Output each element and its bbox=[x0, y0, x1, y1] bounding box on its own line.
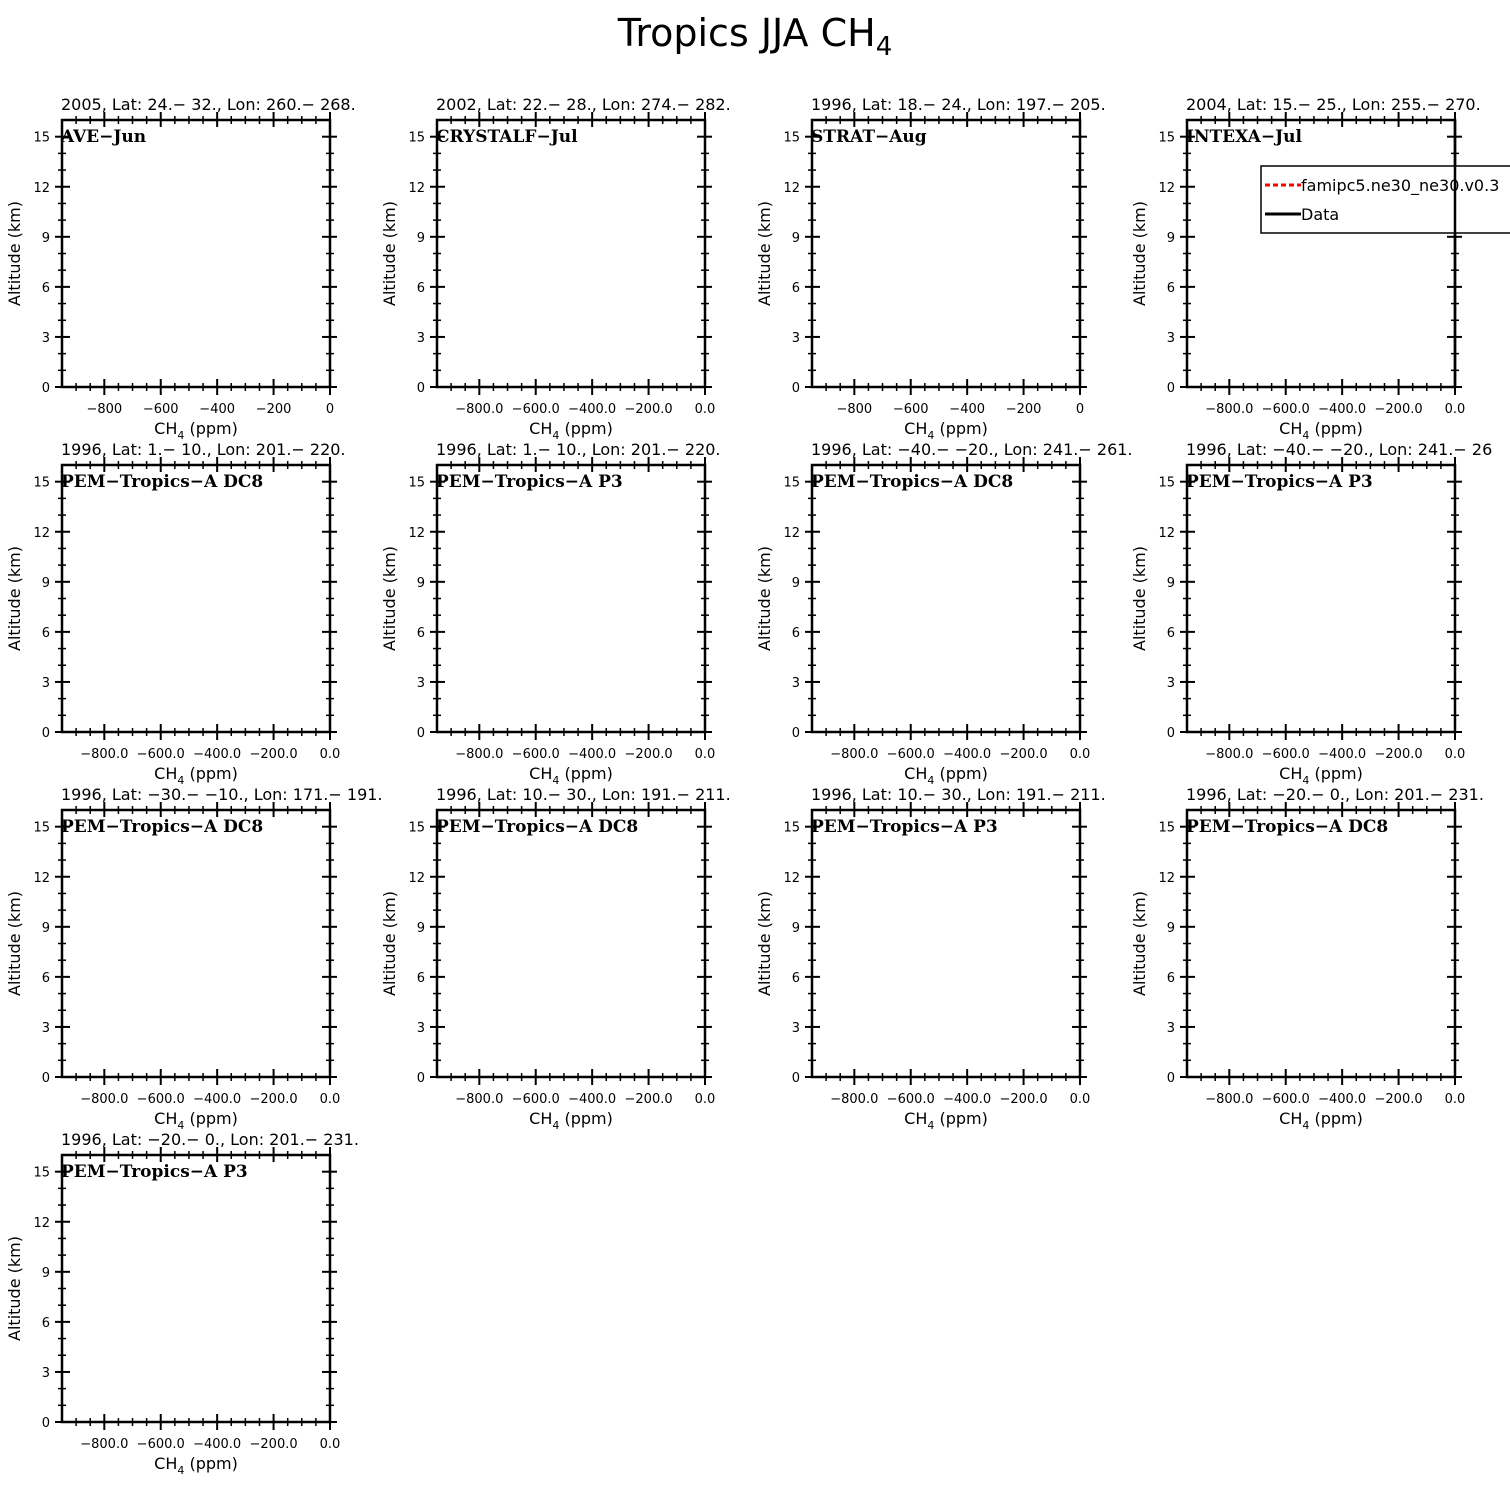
y-tick-label: 3 bbox=[791, 330, 800, 346]
y-axis-label: Altitude (km) bbox=[5, 546, 24, 651]
x-tick-label: −200.0 bbox=[624, 1092, 673, 1107]
y-tick-label: 0 bbox=[416, 1071, 425, 1086]
panel-header: 1996, Lat: −30.− −10., Lon: 171.− 191. bbox=[61, 785, 383, 804]
panel-header: 1996, Lat: −40.− −20., Lon: 241.− 261. bbox=[811, 440, 1133, 459]
y-tick-label: 0 bbox=[41, 1071, 50, 1086]
y-axis-label: Altitude (km) bbox=[5, 1236, 24, 1341]
x-tick-label: 0.0 bbox=[1444, 402, 1466, 417]
x-axis-label bbox=[1279, 1109, 1363, 1132]
x-tick-label: −200.0 bbox=[999, 1092, 1048, 1107]
y-tick-label: 12 bbox=[33, 180, 50, 196]
y-tick-label: 3 bbox=[416, 330, 425, 346]
y-tick-label: 15 bbox=[33, 130, 50, 146]
x-axis-label-unit: (ppm) bbox=[934, 764, 988, 783]
x-tick-label: −600.0 bbox=[1261, 747, 1310, 762]
y-tick-label: 9 bbox=[416, 230, 425, 246]
panel-header: 1996, Lat: 1.− 10., Lon: 201.− 220. bbox=[61, 440, 346, 459]
x-tick-label: −800.0 bbox=[455, 1092, 504, 1107]
x-tick-label: −800.0 bbox=[830, 747, 879, 762]
y-tick-label: 15 bbox=[1158, 475, 1175, 491]
y-tick-label: 3 bbox=[1166, 1020, 1175, 1036]
campaign-label: PEM−Tropics−A DC8 bbox=[811, 472, 1014, 492]
x-axis-label bbox=[529, 764, 613, 787]
y-tick-label: 6 bbox=[791, 625, 800, 641]
x-tick-label: −600.0 bbox=[886, 1092, 935, 1107]
x-tick-label: 0.0 bbox=[1069, 747, 1091, 762]
x-axis-label-main: CH bbox=[529, 419, 553, 438]
x-axis-label-subscript: 4 bbox=[552, 1119, 560, 1132]
x-axis-label-unit: (ppm) bbox=[559, 419, 613, 438]
y-tick-label: 9 bbox=[41, 575, 50, 591]
campaign-label: PEM−Tropics−A DC8 bbox=[1186, 817, 1389, 837]
x-tick-label: −200.0 bbox=[1374, 402, 1423, 417]
x-tick-label: 0 bbox=[325, 402, 335, 417]
x-tick-label: −600 bbox=[142, 402, 179, 417]
y-tick-label: 3 bbox=[791, 675, 800, 691]
y-tick-label: 15 bbox=[33, 1165, 50, 1181]
panel-2 bbox=[380, 95, 731, 442]
figure-title-subscript: 4 bbox=[875, 32, 893, 62]
x-tick-label: −800.0 bbox=[455, 402, 504, 417]
plot-frame bbox=[62, 120, 330, 387]
x-axis-label-unit: (ppm) bbox=[184, 1454, 238, 1473]
legend-label: Data bbox=[1301, 205, 1340, 224]
campaign-label: PEM−Tropics−A P3 bbox=[61, 1162, 248, 1182]
x-tick-label: −600.0 bbox=[511, 402, 560, 417]
y-tick-label: 9 bbox=[41, 1265, 50, 1281]
x-axis-label-unit: (ppm) bbox=[1309, 1109, 1363, 1128]
campaign-label: STRAT−Aug bbox=[811, 127, 927, 147]
panel-grid bbox=[5, 95, 1510, 1477]
figure-title-main: Tropics JJA CH bbox=[617, 11, 876, 55]
x-tick-label: −400.0 bbox=[193, 1092, 242, 1107]
y-tick-label: 6 bbox=[791, 280, 800, 296]
x-tick-label: −800 bbox=[836, 402, 873, 417]
y-tick-label: 6 bbox=[416, 970, 425, 986]
campaign-label: PEM−Tropics−A P3 bbox=[436, 472, 623, 492]
y-tick-label: 9 bbox=[41, 920, 50, 936]
x-axis-label-subscript: 4 bbox=[1302, 1119, 1310, 1132]
panel-8 bbox=[1130, 440, 1492, 787]
y-tick-label: 15 bbox=[408, 820, 425, 836]
x-tick-label: 0.0 bbox=[694, 402, 716, 417]
x-tick-label: 0.0 bbox=[319, 1437, 341, 1452]
x-tick-label: −400.0 bbox=[943, 1092, 992, 1107]
panel-5 bbox=[5, 440, 346, 787]
y-tick-label: 12 bbox=[783, 180, 800, 196]
campaign-label: PEM−Tropics−A DC8 bbox=[61, 817, 264, 837]
y-axis-label: Altitude (km) bbox=[380, 546, 399, 651]
y-tick-label: 3 bbox=[41, 1020, 50, 1036]
campaign-label: CRYSTALF−Jul bbox=[436, 127, 578, 147]
x-axis-label-main: CH bbox=[154, 1454, 178, 1473]
legend-label: famipc5.ne30_ne30.v0.3 bbox=[1301, 176, 1500, 195]
y-tick-label: 6 bbox=[41, 625, 50, 641]
x-axis-label-subscript: 4 bbox=[1302, 774, 1310, 787]
x-axis-label-subscript: 4 bbox=[177, 1119, 185, 1132]
x-tick-label: −600.0 bbox=[886, 747, 935, 762]
x-tick-label: −600.0 bbox=[136, 1092, 185, 1107]
x-axis-label-subscript: 4 bbox=[552, 774, 560, 787]
y-axis-label: Altitude (km) bbox=[1130, 891, 1149, 996]
x-axis-label bbox=[529, 1109, 613, 1132]
x-axis-label-main: CH bbox=[154, 764, 178, 783]
x-tick-label: −800.0 bbox=[80, 1437, 129, 1452]
y-tick-label: 6 bbox=[41, 1315, 50, 1331]
figure-title bbox=[617, 11, 893, 62]
legend bbox=[1261, 120, 1510, 387]
y-tick-label: 15 bbox=[408, 130, 425, 146]
y-tick-label: 3 bbox=[1166, 330, 1175, 346]
y-tick-label: 6 bbox=[1166, 280, 1175, 296]
plot-frame bbox=[437, 120, 705, 387]
x-axis-label-main: CH bbox=[904, 419, 928, 438]
campaign-label: PEM−Tropics−A DC8 bbox=[61, 472, 264, 492]
y-tick-label: 6 bbox=[416, 625, 425, 641]
x-axis-label bbox=[904, 419, 988, 442]
x-tick-label: −200 bbox=[1005, 402, 1042, 417]
y-tick-label: 12 bbox=[33, 1215, 50, 1231]
x-tick-label: 0.0 bbox=[1069, 1092, 1091, 1107]
x-axis-label-subscript: 4 bbox=[177, 774, 185, 787]
x-tick-label: −200.0 bbox=[249, 1092, 298, 1107]
y-tick-label: 15 bbox=[783, 820, 800, 836]
y-tick-label: 0 bbox=[791, 1071, 800, 1086]
x-tick-label: −400.0 bbox=[193, 747, 242, 762]
x-tick-label: −200.0 bbox=[249, 1437, 298, 1452]
panel-header: 1996, Lat: −40.− −20., Lon: 241.− 26 bbox=[1186, 440, 1493, 459]
y-tick-label: 9 bbox=[41, 230, 50, 246]
x-axis-label-unit: (ppm) bbox=[934, 1109, 988, 1128]
campaign-label: INTEXA−Jul bbox=[1186, 127, 1302, 147]
y-tick-label: 3 bbox=[416, 675, 425, 691]
plot-frame bbox=[812, 810, 1080, 1077]
y-tick-label: 3 bbox=[1166, 675, 1175, 691]
y-tick-label: 0 bbox=[41, 381, 50, 396]
y-tick-label: 15 bbox=[33, 475, 50, 491]
y-tick-label: 0 bbox=[1166, 381, 1175, 396]
y-tick-label: 15 bbox=[783, 475, 800, 491]
x-axis-label-main: CH bbox=[1279, 1109, 1303, 1128]
x-tick-label: −800.0 bbox=[80, 747, 129, 762]
y-tick-label: 9 bbox=[416, 575, 425, 591]
panel-header: 1996, Lat: 1.− 10., Lon: 201.− 220. bbox=[436, 440, 721, 459]
campaign-label: PEM−Tropics−A P3 bbox=[811, 817, 998, 837]
panel-1 bbox=[5, 95, 356, 442]
y-axis-label: Altitude (km) bbox=[1130, 546, 1149, 651]
y-axis-label: Altitude (km) bbox=[380, 201, 399, 306]
x-axis-label-unit: (ppm) bbox=[1309, 764, 1363, 783]
x-axis-label bbox=[154, 1454, 238, 1477]
plot-frame bbox=[812, 465, 1080, 732]
x-tick-label: −400.0 bbox=[1318, 747, 1367, 762]
x-axis-label-main: CH bbox=[154, 1109, 178, 1128]
x-tick-label: −400.0 bbox=[943, 747, 992, 762]
x-axis-label-main: CH bbox=[904, 764, 928, 783]
x-tick-label: −600.0 bbox=[511, 1092, 560, 1107]
y-tick-label: 9 bbox=[1166, 230, 1175, 246]
x-tick-label: −200.0 bbox=[249, 747, 298, 762]
x-axis-label-unit: (ppm) bbox=[934, 419, 988, 438]
x-tick-label: −800.0 bbox=[455, 747, 504, 762]
y-tick-label: 0 bbox=[416, 381, 425, 396]
x-tick-label: −600.0 bbox=[1261, 402, 1310, 417]
x-tick-label: −200 bbox=[255, 402, 292, 417]
panel-header: 1996, Lat: 18.− 24., Lon: 197.− 205. bbox=[811, 95, 1106, 114]
panel-9 bbox=[5, 785, 383, 1132]
x-axis-label-main: CH bbox=[1279, 764, 1303, 783]
y-tick-label: 6 bbox=[416, 280, 425, 296]
x-tick-label: −400 bbox=[199, 402, 236, 417]
x-tick-label: 0.0 bbox=[1444, 747, 1466, 762]
panel-11 bbox=[755, 785, 1106, 1132]
x-tick-label: −800.0 bbox=[1205, 747, 1254, 762]
panel-header: 2002, Lat: 22.− 28., Lon: 274.− 282. bbox=[436, 95, 731, 114]
x-axis-label-subscript: 4 bbox=[927, 774, 935, 787]
x-tick-label: −400.0 bbox=[1318, 402, 1367, 417]
y-tick-label: 9 bbox=[791, 575, 800, 591]
y-axis-label: Altitude (km) bbox=[1130, 201, 1149, 306]
plot-frame bbox=[1187, 120, 1455, 387]
campaign-label: PEM−Tropics−A DC8 bbox=[436, 817, 639, 837]
x-tick-label: −800.0 bbox=[1205, 1092, 1254, 1107]
y-tick-label: 15 bbox=[33, 820, 50, 836]
y-tick-label: 12 bbox=[33, 870, 50, 886]
x-tick-label: −600.0 bbox=[136, 1437, 185, 1452]
x-tick-label: −400.0 bbox=[568, 747, 617, 762]
x-tick-label: −400.0 bbox=[1318, 1092, 1367, 1107]
y-tick-label: 9 bbox=[791, 230, 800, 246]
y-tick-label: 12 bbox=[408, 180, 425, 196]
x-axis-label-unit: (ppm) bbox=[184, 764, 238, 783]
y-tick-label: 6 bbox=[41, 970, 50, 986]
x-tick-label: −800 bbox=[86, 402, 123, 417]
plot-frame bbox=[437, 465, 705, 732]
x-tick-label: −400.0 bbox=[568, 1092, 617, 1107]
x-tick-label: −800.0 bbox=[830, 1092, 879, 1107]
x-axis-label bbox=[154, 1109, 238, 1132]
plot-frame bbox=[62, 465, 330, 732]
x-tick-label: −600.0 bbox=[136, 747, 185, 762]
x-tick-label: 0.0 bbox=[1444, 1092, 1466, 1107]
x-axis-label-main: CH bbox=[154, 419, 178, 438]
x-tick-label: 0.0 bbox=[694, 747, 716, 762]
y-tick-label: 3 bbox=[41, 330, 50, 346]
y-axis-label: Altitude (km) bbox=[5, 201, 24, 306]
y-axis-label: Altitude (km) bbox=[755, 546, 774, 651]
x-axis-label bbox=[154, 764, 238, 787]
x-axis-label-main: CH bbox=[1279, 419, 1303, 438]
x-axis-label-subscript: 4 bbox=[927, 429, 935, 442]
x-axis-label-subscript: 4 bbox=[177, 1464, 185, 1477]
panel-6 bbox=[380, 440, 721, 787]
panel-3 bbox=[755, 95, 1106, 442]
y-tick-label: 6 bbox=[1166, 625, 1175, 641]
y-tick-label: 12 bbox=[783, 525, 800, 541]
y-axis-label: Altitude (km) bbox=[380, 891, 399, 996]
x-tick-label: 0.0 bbox=[694, 1092, 716, 1107]
x-axis-label bbox=[904, 1109, 988, 1132]
campaign-label: AVE−Jun bbox=[61, 127, 147, 147]
panel-10 bbox=[380, 785, 731, 1132]
x-tick-label: −200.0 bbox=[999, 747, 1048, 762]
panel-header: 1996, Lat: 10.− 30., Lon: 191.− 211. bbox=[436, 785, 731, 804]
plot-frame bbox=[62, 1155, 330, 1422]
x-tick-label: 0.0 bbox=[319, 1092, 341, 1107]
x-tick-label: −800.0 bbox=[1205, 402, 1254, 417]
x-axis-label-subscript: 4 bbox=[1302, 429, 1310, 442]
y-tick-label: 3 bbox=[416, 1020, 425, 1036]
y-tick-label: 3 bbox=[41, 675, 50, 691]
x-tick-label: −600.0 bbox=[511, 747, 560, 762]
y-axis-label: Altitude (km) bbox=[755, 201, 774, 306]
x-axis-label-unit: (ppm) bbox=[559, 1109, 613, 1128]
x-axis-label-subscript: 4 bbox=[177, 429, 185, 442]
y-tick-label: 15 bbox=[408, 475, 425, 491]
y-tick-label: 12 bbox=[408, 525, 425, 541]
x-axis-label bbox=[529, 419, 613, 442]
y-axis-label: Altitude (km) bbox=[5, 891, 24, 996]
y-tick-label: 9 bbox=[416, 920, 425, 936]
x-axis-label bbox=[1279, 764, 1363, 787]
y-tick-label: 0 bbox=[416, 726, 425, 741]
x-tick-label: −400.0 bbox=[568, 402, 617, 417]
y-tick-label: 6 bbox=[1166, 970, 1175, 986]
plot-frame bbox=[62, 810, 330, 1077]
panel-13 bbox=[5, 1130, 359, 1477]
y-tick-label: 9 bbox=[1166, 920, 1175, 936]
x-axis-label-unit: (ppm) bbox=[559, 764, 613, 783]
x-axis-label-unit: (ppm) bbox=[184, 1109, 238, 1128]
y-tick-label: 0 bbox=[791, 381, 800, 396]
x-axis-label-unit: (ppm) bbox=[184, 419, 238, 438]
x-axis-label-main: CH bbox=[904, 1109, 928, 1128]
x-tick-label: −400.0 bbox=[193, 1437, 242, 1452]
plot-frame bbox=[437, 810, 705, 1077]
y-tick-label: 12 bbox=[1158, 180, 1175, 196]
y-tick-label: 6 bbox=[41, 280, 50, 296]
x-axis-label-main: CH bbox=[529, 764, 553, 783]
panel-header: 1996, Lat: −20.− 0., Lon: 201.− 231. bbox=[61, 1130, 359, 1149]
x-tick-label: −200.0 bbox=[1374, 1092, 1423, 1107]
x-axis-label-subscript: 4 bbox=[927, 1119, 935, 1132]
panel-header: 2004, Lat: 15.− 25., Lon: 255.− 270. bbox=[1186, 95, 1481, 114]
panel-4 bbox=[1130, 95, 1481, 442]
x-axis-label-unit: (ppm) bbox=[1309, 419, 1363, 438]
x-tick-label: −800.0 bbox=[80, 1092, 129, 1107]
y-tick-label: 12 bbox=[1158, 525, 1175, 541]
y-tick-label: 0 bbox=[1166, 726, 1175, 741]
y-tick-label: 0 bbox=[41, 726, 50, 741]
panel-header: 1996, Lat: −20.− 0., Lon: 201.− 231. bbox=[1186, 785, 1484, 804]
panel-header: 1996, Lat: 10.− 30., Lon: 191.− 211. bbox=[811, 785, 1106, 804]
y-tick-label: 9 bbox=[791, 920, 800, 936]
x-tick-label: −200.0 bbox=[1374, 747, 1423, 762]
plot-frame bbox=[1187, 810, 1455, 1077]
panel-header: 2005, Lat: 24.− 32., Lon: 260.− 268. bbox=[61, 95, 356, 114]
plot-frame bbox=[1187, 465, 1455, 732]
x-axis-label bbox=[904, 764, 988, 787]
y-tick-label: 9 bbox=[1166, 575, 1175, 591]
x-axis-label bbox=[1279, 419, 1363, 442]
y-tick-label: 12 bbox=[783, 870, 800, 886]
y-tick-label: 3 bbox=[791, 1020, 800, 1036]
x-tick-label: 0.0 bbox=[319, 747, 341, 762]
y-tick-label: 12 bbox=[408, 870, 425, 886]
y-tick-label: 15 bbox=[1158, 820, 1175, 836]
y-tick-label: 15 bbox=[783, 130, 800, 146]
x-axis-label bbox=[154, 419, 238, 442]
y-tick-label: 0 bbox=[791, 726, 800, 741]
x-tick-label: −600 bbox=[892, 402, 929, 417]
y-axis-label: Altitude (km) bbox=[755, 891, 774, 996]
y-tick-label: 15 bbox=[1158, 130, 1175, 146]
panel-12 bbox=[1130, 785, 1484, 1132]
y-tick-label: 12 bbox=[1158, 870, 1175, 886]
y-tick-label: 0 bbox=[1166, 1071, 1175, 1086]
y-tick-label: 3 bbox=[41, 1365, 50, 1381]
y-tick-label: 12 bbox=[33, 525, 50, 541]
x-axis-label-subscript: 4 bbox=[552, 429, 560, 442]
x-axis-label-main: CH bbox=[529, 1109, 553, 1128]
x-tick-label: −400 bbox=[949, 402, 986, 417]
campaign-label: PEM−Tropics−A P3 bbox=[1186, 472, 1373, 492]
plot-frame bbox=[812, 120, 1080, 387]
panel-7 bbox=[755, 440, 1133, 787]
y-tick-label: 0 bbox=[41, 1416, 50, 1431]
x-tick-label: −200.0 bbox=[624, 747, 673, 762]
x-tick-label: −600.0 bbox=[1261, 1092, 1310, 1107]
x-tick-label: 0 bbox=[1075, 402, 1085, 417]
y-tick-label: 6 bbox=[791, 970, 800, 986]
x-tick-label: −200.0 bbox=[624, 402, 673, 417]
